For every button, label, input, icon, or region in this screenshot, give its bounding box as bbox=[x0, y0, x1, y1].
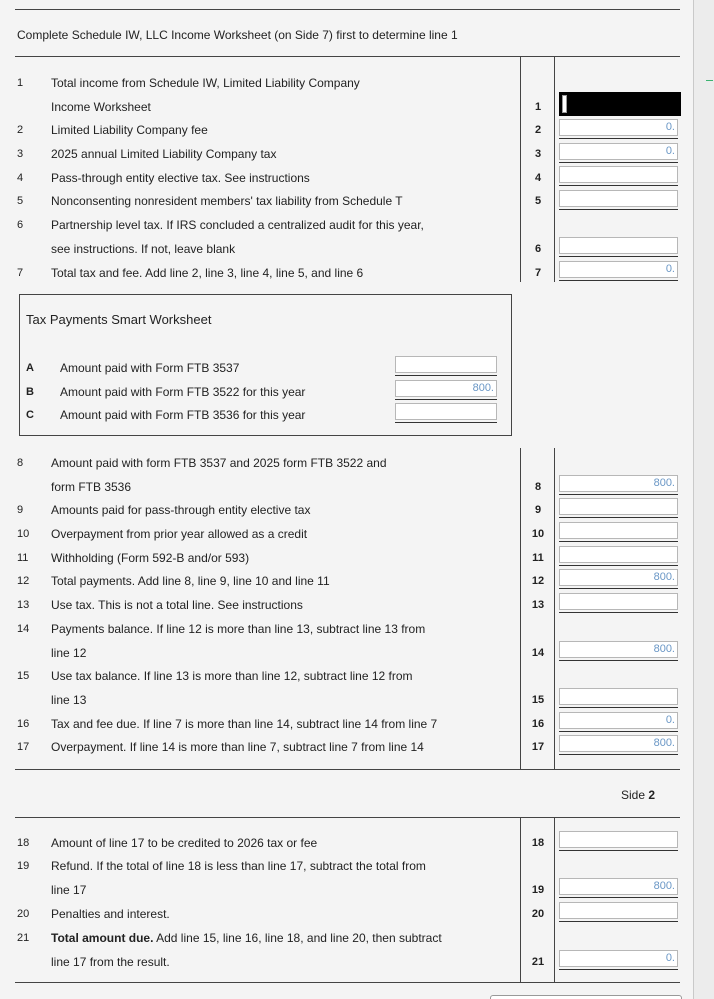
line-10-field[interactable] bbox=[559, 522, 678, 539]
line-5-label: 5 bbox=[534, 195, 542, 207]
worksheet-row-b-text: Amount paid with Form FTB 3522 for this year bbox=[60, 385, 306, 399]
line-3-text: 2025 annual Limited Liability Company tax bbox=[51, 147, 277, 161]
line-20-number: 20 bbox=[17, 908, 30, 920]
line-1-text-cont: Income Worksheet bbox=[51, 100, 151, 114]
line-8-field[interactable]: 800. bbox=[559, 475, 678, 492]
line-21-bold-lead: Total amount due. bbox=[51, 931, 154, 945]
line-9-label: 9 bbox=[534, 504, 542, 516]
worksheet-row-c-text: Amount paid with Form FTB 3536 for this year bbox=[60, 408, 306, 422]
worksheet-row-a-field[interactable] bbox=[395, 356, 497, 373]
line-15-number: 15 bbox=[17, 670, 30, 682]
line-13-text: Use tax. This is not a total line. See instructions bbox=[51, 598, 303, 612]
line-2-text: Limited Liability Company fee bbox=[51, 123, 208, 137]
scroll-marker bbox=[706, 80, 713, 81]
line-11-text: Withholding (Form 592-B and/or 593) bbox=[51, 551, 250, 565]
line-15-label: 15 bbox=[531, 694, 545, 706]
line-18-text: Amount of line 17 to be credited to 2026 tax or fee bbox=[51, 836, 318, 850]
side-indicator: Side 2 bbox=[621, 788, 656, 802]
line-9-text: Amounts paid for pass-through entity elective tax bbox=[51, 503, 311, 517]
line-6-label: 6 bbox=[534, 243, 542, 255]
line-19-field[interactable]: 800. bbox=[559, 878, 678, 895]
line-1-label: 1 bbox=[534, 101, 542, 113]
line-6-number: 6 bbox=[17, 219, 24, 231]
line-8-text-cont: form FTB 3536 bbox=[51, 480, 132, 494]
line-3-number: 3 bbox=[17, 148, 24, 160]
worksheet-row-a-letter: A bbox=[26, 362, 34, 374]
next-element-edge bbox=[490, 995, 682, 999]
line-12-label: 12 bbox=[531, 575, 545, 587]
line-5-number: 5 bbox=[17, 195, 24, 207]
line-21-field[interactable]: 0. bbox=[559, 950, 678, 967]
line-11-label: 11 bbox=[532, 552, 544, 564]
line-6-text: Partnership level tax. If IRS concluded a centralized audit for this year, bbox=[51, 218, 424, 232]
line-9-field[interactable] bbox=[559, 498, 678, 515]
line-7-number: 7 bbox=[17, 267, 24, 279]
line-14-label: 14 bbox=[531, 647, 545, 659]
line-4-text: Pass-through entity elective tax. See instructions bbox=[51, 171, 310, 185]
line-17-number: 17 bbox=[17, 741, 30, 753]
line-2-label: 2 bbox=[534, 124, 542, 136]
line-7-field[interactable]: 0. bbox=[559, 261, 678, 278]
line-21-text: Total amount due. Add line 15, line 16, line 18, and line 20, then subtract bbox=[51, 931, 442, 945]
line-7-text: Total tax and fee. Add line 2, line 3, line 4, line 5, and line 6 bbox=[51, 266, 364, 280]
line-17-label: 17 bbox=[531, 741, 545, 753]
line-20-field[interactable] bbox=[559, 902, 678, 919]
worksheet-row-c-letter: C bbox=[26, 409, 34, 421]
line-13-label: 13 bbox=[531, 599, 545, 611]
worksheet-title: Tax Payments Smart Worksheet bbox=[26, 312, 212, 327]
line-14-text: Payments balance. If line 12 is more than line 13, subtract line 13 from bbox=[51, 622, 426, 636]
divider bbox=[15, 982, 680, 983]
line-4-label: 4 bbox=[534, 172, 542, 184]
line-16-label: 16 bbox=[531, 718, 545, 730]
line-5-text: Nonconsenting nonresident members' tax liability from Schedule T bbox=[51, 194, 403, 208]
line-19-text: Refund. If the total of line 18 is less than line 17, subtract the total from bbox=[51, 859, 426, 873]
line-14-number: 14 bbox=[17, 623, 30, 635]
line-5-field[interactable] bbox=[559, 190, 678, 207]
worksheet-row-a-text: Amount paid with Form FTB 3537 bbox=[60, 361, 240, 375]
line-16-text: Tax and fee due. If line 7 is more than line 14, subtract line 14 from line 7 bbox=[51, 717, 438, 731]
line-10-label: 10 bbox=[531, 528, 545, 540]
line-15-text: Use tax balance. If line 13 is more than line 12, subtract line 12 from bbox=[51, 669, 413, 683]
line-10-text: Overpayment from prior year allowed as a credit bbox=[51, 527, 308, 541]
line-6-field[interactable] bbox=[559, 237, 678, 254]
divider bbox=[15, 817, 680, 818]
line-18-number: 18 bbox=[17, 837, 30, 849]
divider bbox=[15, 9, 680, 10]
line-14-field[interactable]: 800. bbox=[559, 641, 678, 658]
line-9-number: 9 bbox=[17, 504, 24, 516]
line-20-label: 20 bbox=[531, 908, 545, 920]
line-2-field[interactable]: 0. bbox=[559, 119, 678, 136]
line-8-number: 8 bbox=[17, 457, 24, 469]
line-1-number: 1 bbox=[17, 77, 24, 89]
line-16-field[interactable]: 0. bbox=[559, 712, 678, 729]
line-12-field[interactable]: 800. bbox=[559, 569, 678, 586]
divider bbox=[15, 769, 680, 770]
line-11-field[interactable] bbox=[559, 546, 678, 563]
line-13-number: 13 bbox=[17, 599, 30, 611]
line-15-field[interactable] bbox=[559, 688, 678, 705]
line-21-text-cont: line 17 from the result. bbox=[51, 955, 170, 969]
line-12-number: 12 bbox=[17, 575, 30, 587]
line-3-label: 3 bbox=[534, 148, 542, 160]
line-19-text-cont: line 17 bbox=[51, 883, 87, 897]
worksheet-row-b-letter: B bbox=[26, 386, 34, 398]
line-14-text-cont: line 12 bbox=[51, 646, 87, 660]
line-4-number: 4 bbox=[17, 172, 24, 184]
divider bbox=[15, 56, 680, 57]
line-18-label: 18 bbox=[531, 837, 545, 849]
line-13-field[interactable] bbox=[559, 593, 678, 610]
line-3-field[interactable]: 0. bbox=[559, 143, 678, 160]
line-17-field[interactable]: 800. bbox=[559, 735, 678, 752]
line-19-label: 19 bbox=[531, 884, 545, 896]
line-18-field[interactable] bbox=[559, 831, 678, 848]
line-4-field[interactable] bbox=[559, 166, 678, 183]
line-8-label: 8 bbox=[534, 481, 542, 493]
line-15-text-cont: line 13 bbox=[51, 693, 87, 707]
instruction-text: Complete Schedule IW, LLC Income Worksheet (on Side 7) first to determine line 1 bbox=[17, 28, 458, 42]
line-12-text: Total payments. Add line 8, line 9, line 10 and line 11 bbox=[51, 574, 330, 588]
line-11-number: 11 bbox=[17, 552, 29, 564]
line-16-number: 16 bbox=[17, 718, 30, 730]
line-19-number: 19 bbox=[17, 860, 30, 872]
line-17-text: Overpayment. If line 14 is more than line 7, subtract line 7 from line 14 bbox=[51, 740, 424, 754]
worksheet-row-b-field[interactable]: 800. bbox=[395, 380, 497, 397]
line-6-text-cont: see instructions. If not, leave blank bbox=[51, 242, 236, 256]
line-21-number: 21 bbox=[17, 932, 30, 944]
line-7-label: 7 bbox=[534, 267, 542, 279]
line-20-text: Penalties and interest. bbox=[51, 907, 170, 921]
line-8-text: Amount paid with form FTB 3537 and 2025 form FTB 3522 and bbox=[51, 456, 387, 470]
line-2-number: 2 bbox=[17, 124, 24, 136]
line-10-number: 10 bbox=[17, 528, 30, 540]
worksheet-row-c-field[interactable] bbox=[395, 403, 497, 420]
line-21-label: 21 bbox=[531, 956, 545, 968]
line-1-redacted-field[interactable] bbox=[559, 92, 681, 116]
line-1-text: Total income from Schedule IW, Limited Liability Company bbox=[51, 76, 360, 90]
